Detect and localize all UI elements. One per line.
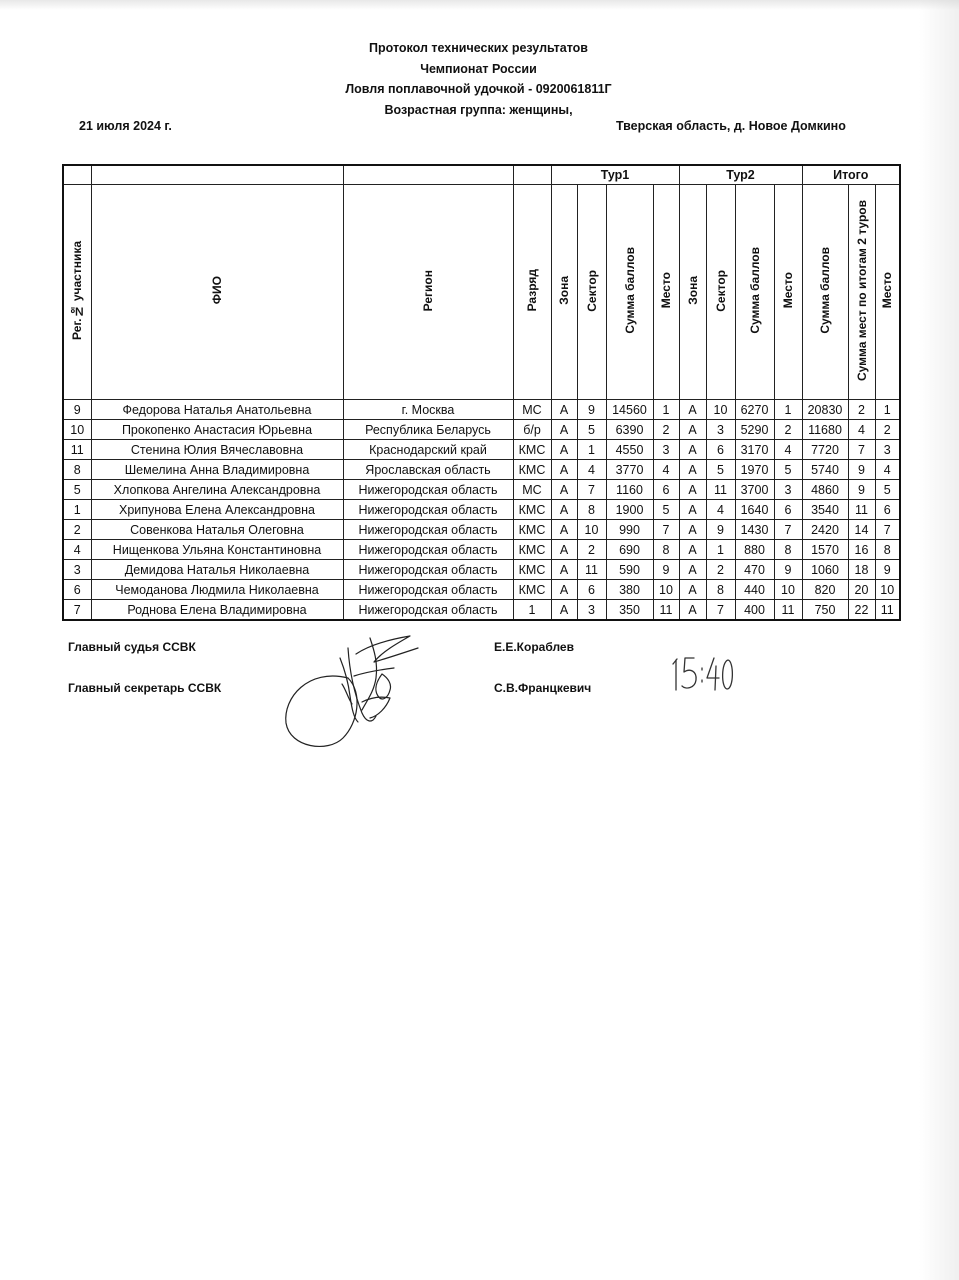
cell-total-points: 20830 bbox=[802, 400, 848, 420]
col-label-reg-no: Рег.№ участника bbox=[70, 240, 85, 340]
cell-region: Нижегородская область bbox=[343, 540, 513, 560]
cell-rank: КМС bbox=[513, 520, 551, 540]
cell-final-place: 2 bbox=[875, 420, 900, 440]
cell-place2: 6 bbox=[774, 500, 802, 520]
cell-points1: 6390 bbox=[606, 420, 653, 440]
cell-final-place: 11 bbox=[875, 600, 900, 621]
table-row bbox=[63, 460, 900, 480]
col-label-points2: Сумма баллов bbox=[747, 247, 762, 334]
cell-sector2: 10 bbox=[706, 400, 735, 420]
cell-sector2: 9 bbox=[706, 520, 735, 540]
cell-total-points: 1570 bbox=[802, 540, 848, 560]
cell-fio: Нищенкова Ульяна Константиновна bbox=[91, 540, 343, 560]
col-label-total-points: Сумма баллов bbox=[818, 247, 832, 334]
cell-reg-no: 6 bbox=[63, 580, 91, 600]
cell-points2: 6270 bbox=[735, 400, 774, 420]
cell-sector1: 1 bbox=[577, 440, 606, 460]
scan-edge-right bbox=[919, 0, 959, 1280]
cell-zone2: А bbox=[679, 540, 706, 560]
cell-sum-places: 2 bbox=[848, 400, 875, 420]
table-row bbox=[63, 400, 900, 420]
col-header-fio bbox=[91, 185, 343, 400]
col-label-zone1: Зона bbox=[557, 276, 571, 305]
cell-points1: 690 bbox=[606, 540, 653, 560]
cell-region: Нижегородская область bbox=[343, 580, 513, 600]
cell-final-place: 4 bbox=[875, 460, 900, 480]
cell-reg-no: 4 bbox=[63, 540, 91, 560]
cell-fio: Чемоданова Людмила Николаевна bbox=[91, 580, 343, 600]
cell-points2: 3170 bbox=[735, 440, 774, 460]
cell-total-points: 750 bbox=[802, 600, 848, 621]
cell-sum-places: 4 bbox=[848, 420, 875, 440]
cell-sum-places: 18 bbox=[848, 560, 875, 580]
cell-place1: 9 bbox=[653, 560, 679, 580]
cell-fio: Роднова Елена Владимировна bbox=[91, 600, 343, 621]
cell-sector2: 4 bbox=[706, 500, 735, 520]
table-row bbox=[63, 600, 900, 621]
col-label-place2: Место bbox=[781, 272, 795, 309]
cell-fio: Стенина Юлия Вячеславовна bbox=[91, 440, 343, 460]
handwritten-time-note bbox=[666, 650, 736, 698]
cell-reg-no: 10 bbox=[63, 420, 91, 440]
col-header-sum-places bbox=[848, 185, 875, 400]
cell-zone2: А bbox=[679, 420, 706, 440]
cell-zone2: А bbox=[679, 580, 706, 600]
table-group-header-row bbox=[63, 165, 900, 185]
header-discipline: Ловля поплавочной удочкой - 0920061811Г bbox=[345, 82, 612, 96]
col-label-sector1: Сектор bbox=[584, 269, 599, 312]
cell-region: Нижегородская область bbox=[343, 500, 513, 520]
cell-sector2: 11 bbox=[706, 480, 735, 500]
col-header-total-points bbox=[802, 185, 848, 400]
group-header-tour2: Тур2 bbox=[679, 165, 802, 185]
cell-reg-no: 2 bbox=[63, 520, 91, 540]
cell-region: Республика Беларусь bbox=[343, 420, 513, 440]
cell-place1: 11 bbox=[653, 600, 679, 621]
table-row bbox=[63, 480, 900, 500]
cell-points2: 5290 bbox=[735, 420, 774, 440]
col-header-points1 bbox=[606, 185, 653, 400]
judge-name: Е.Е.Кораблев bbox=[494, 640, 574, 654]
cell-fio: Хрипунова Елена Александровна bbox=[91, 500, 343, 520]
col-header-final-place bbox=[875, 185, 900, 400]
cell-place1: 2 bbox=[653, 420, 679, 440]
cell-rank: КМС bbox=[513, 540, 551, 560]
cell-place2: 11 bbox=[774, 600, 802, 621]
cell-zone1: А bbox=[551, 540, 577, 560]
group-header-empty bbox=[513, 165, 551, 185]
table-column-header-row bbox=[63, 185, 900, 400]
cell-points1: 990 bbox=[606, 520, 653, 540]
cell-place2: 9 bbox=[774, 560, 802, 580]
cell-zone1: А bbox=[551, 440, 577, 460]
cell-sector2: 5 bbox=[706, 460, 735, 480]
cell-rank: КМС bbox=[513, 580, 551, 600]
cell-reg-no: 7 bbox=[63, 600, 91, 621]
cell-place2: 10 bbox=[774, 580, 802, 600]
cell-points2: 1640 bbox=[735, 500, 774, 520]
cell-zone1: А bbox=[551, 580, 577, 600]
competition-place: Тверская область, д. Новое Домкино bbox=[616, 119, 846, 133]
cell-points1: 350 bbox=[606, 600, 653, 621]
cell-fio: Федорова Наталья Анатольевна bbox=[91, 400, 343, 420]
cell-points1: 4550 bbox=[606, 440, 653, 460]
cell-place2: 4 bbox=[774, 440, 802, 460]
cell-reg-no: 1 bbox=[63, 500, 91, 520]
col-header-place2 bbox=[774, 185, 802, 400]
cell-zone1: А bbox=[551, 460, 577, 480]
col-label-rank: Разряд bbox=[525, 269, 539, 312]
group-header-empty bbox=[91, 165, 343, 185]
cell-rank: КМС bbox=[513, 440, 551, 460]
cell-reg-no: 8 bbox=[63, 460, 91, 480]
cell-region: Ярославская область bbox=[343, 460, 513, 480]
table-row bbox=[63, 520, 900, 540]
cell-place1: 5 bbox=[653, 500, 679, 520]
cell-total-points: 7720 bbox=[802, 440, 848, 460]
cell-sector1: 3 bbox=[577, 600, 606, 621]
competition-date: 21 июля 2024 г. bbox=[79, 119, 172, 133]
cell-region: Краснодарский край bbox=[343, 440, 513, 460]
col-label-fio: ФИО bbox=[210, 276, 224, 305]
cell-final-place: 3 bbox=[875, 440, 900, 460]
secretary-title: Главный секретарь ССВК bbox=[68, 681, 222, 695]
cell-zone1: А bbox=[551, 560, 577, 580]
col-label-place1: Место bbox=[659, 272, 673, 309]
cell-total-points: 5740 bbox=[802, 460, 848, 480]
cell-points1: 3770 bbox=[606, 460, 653, 480]
cell-place1: 6 bbox=[653, 480, 679, 500]
cell-sector1: 5 bbox=[577, 420, 606, 440]
cell-points1: 1900 bbox=[606, 500, 653, 520]
header-title: Протокол технических результатов bbox=[369, 41, 588, 55]
cell-points2: 470 bbox=[735, 560, 774, 580]
cell-rank: КМС bbox=[513, 500, 551, 520]
cell-sum-places: 9 bbox=[848, 480, 875, 500]
cell-total-points: 3540 bbox=[802, 500, 848, 520]
cell-rank: б/р bbox=[513, 420, 551, 440]
cell-fio: Хлопкова Ангелина Александровна bbox=[91, 480, 343, 500]
table-row bbox=[63, 540, 900, 560]
cell-total-points: 820 bbox=[802, 580, 848, 600]
cell-sector1: 6 bbox=[577, 580, 606, 600]
table-row bbox=[63, 560, 900, 580]
cell-place2: 1 bbox=[774, 400, 802, 420]
cell-sector2: 1 bbox=[706, 540, 735, 560]
secretary-name: С.В.Францкевич bbox=[494, 681, 592, 695]
cell-place2: 3 bbox=[774, 480, 802, 500]
group-header-empty bbox=[343, 165, 513, 185]
cell-rank: КМС bbox=[513, 460, 551, 480]
cell-place2: 2 bbox=[774, 420, 802, 440]
cell-points1: 14560 bbox=[606, 400, 653, 420]
cell-sector1: 2 bbox=[577, 540, 606, 560]
cell-points2: 440 bbox=[735, 580, 774, 600]
cell-sector1: 4 bbox=[577, 460, 606, 480]
cell-final-place: 9 bbox=[875, 560, 900, 580]
col-header-sector1 bbox=[577, 185, 606, 400]
cell-sector2: 6 bbox=[706, 440, 735, 460]
cell-sector1: 7 bbox=[577, 480, 606, 500]
header-championship: Чемпионат России bbox=[420, 61, 537, 76]
group-header-tour1: Тур1 bbox=[551, 165, 679, 185]
cell-fio: Прокопенко Анастасия Юрьевна bbox=[91, 420, 343, 440]
cell-zone2: А bbox=[679, 500, 706, 520]
judge-title: Главный судья ССВК bbox=[68, 640, 196, 654]
cell-zone1: А bbox=[551, 600, 577, 621]
cell-place1: 4 bbox=[653, 460, 679, 480]
col-header-rank bbox=[513, 185, 551, 400]
cell-points2: 3700 bbox=[735, 480, 774, 500]
cell-zone2: А bbox=[679, 520, 706, 540]
cell-final-place: 10 bbox=[875, 580, 900, 600]
cell-zone2: А bbox=[679, 440, 706, 460]
cell-zone1: А bbox=[551, 400, 577, 420]
cell-sum-places: 20 bbox=[848, 580, 875, 600]
cell-rank: МС bbox=[513, 480, 551, 500]
cell-place1: 10 bbox=[653, 580, 679, 600]
cell-final-place: 5 bbox=[875, 480, 900, 500]
cell-region: Нижегородская область bbox=[343, 480, 513, 500]
cell-total-points: 1060 bbox=[802, 560, 848, 580]
cell-zone2: А bbox=[679, 600, 706, 621]
cell-place1: 7 bbox=[653, 520, 679, 540]
cell-sum-places: 11 bbox=[848, 500, 875, 520]
col-header-points2 bbox=[735, 185, 774, 400]
cell-reg-no: 5 bbox=[63, 480, 91, 500]
cell-total-points: 11680 bbox=[802, 420, 848, 440]
cell-final-place: 1 bbox=[875, 400, 900, 420]
cell-points2: 1970 bbox=[735, 460, 774, 480]
cell-points2: 400 bbox=[735, 600, 774, 621]
results-table-body bbox=[63, 400, 900, 621]
cell-final-place: 6 bbox=[875, 500, 900, 520]
cell-sum-places: 7 bbox=[848, 440, 875, 460]
cell-sector1: 10 bbox=[577, 520, 606, 540]
table-row bbox=[63, 440, 900, 460]
col-label-region: Регион bbox=[421, 269, 435, 312]
cell-zone2: А bbox=[679, 560, 706, 580]
cell-zone1: А bbox=[551, 480, 577, 500]
cell-place1: 8 bbox=[653, 540, 679, 560]
group-header-empty bbox=[63, 165, 91, 185]
cell-sum-places: 9 bbox=[848, 460, 875, 480]
cell-sector1: 8 bbox=[577, 500, 606, 520]
cell-fio: Демидова Наталья Николаевна bbox=[91, 560, 343, 580]
col-header-sector2 bbox=[706, 185, 735, 400]
cell-fio: Совенкова Наталья Олеговна bbox=[91, 520, 343, 540]
cell-points1: 590 bbox=[606, 560, 653, 580]
cell-place2: 7 bbox=[774, 520, 802, 540]
cell-zone2: А bbox=[679, 460, 706, 480]
cell-region: Нижегородская область bbox=[343, 520, 513, 540]
cell-points1: 1160 bbox=[606, 480, 653, 500]
group-header-total: Итого bbox=[802, 165, 900, 185]
cell-sector2: 3 bbox=[706, 420, 735, 440]
cell-fio: Шемелина Анна Владимировна bbox=[91, 460, 343, 480]
col-label-zone2: Зона bbox=[685, 276, 700, 305]
cell-place1: 3 bbox=[653, 440, 679, 460]
cell-final-place: 7 bbox=[875, 520, 900, 540]
scan-edge-top bbox=[0, 0, 959, 10]
cell-sector2: 7 bbox=[706, 600, 735, 621]
cell-rank: 1 bbox=[513, 600, 551, 621]
cell-region: г. Москва bbox=[343, 400, 513, 420]
col-header-place1 bbox=[653, 185, 679, 400]
cell-total-points: 4860 bbox=[802, 480, 848, 500]
cell-zone2: А bbox=[679, 480, 706, 500]
cell-zone1: А bbox=[551, 520, 577, 540]
cell-place2: 8 bbox=[774, 540, 802, 560]
cell-reg-no: 11 bbox=[63, 440, 91, 460]
cell-zone1: А bbox=[551, 500, 577, 520]
cell-zone2: А bbox=[679, 400, 706, 420]
cell-sum-places: 14 bbox=[848, 520, 875, 540]
col-label-final-place: Место bbox=[880, 272, 895, 309]
cell-place2: 5 bbox=[774, 460, 802, 480]
cell-sum-places: 16 bbox=[848, 540, 875, 560]
cell-zone1: А bbox=[551, 420, 577, 440]
document-header bbox=[0, 38, 959, 120]
results-table bbox=[62, 164, 901, 621]
cell-final-place: 8 bbox=[875, 540, 900, 560]
cell-points1: 380 bbox=[606, 580, 653, 600]
col-header-zone1 bbox=[551, 185, 577, 400]
cell-points2: 1430 bbox=[735, 520, 774, 540]
cell-sector2: 8 bbox=[706, 580, 735, 600]
col-header-region bbox=[343, 185, 513, 400]
cell-rank: КМС bbox=[513, 560, 551, 580]
cell-total-points: 2420 bbox=[802, 520, 848, 540]
cell-points2: 880 bbox=[735, 540, 774, 560]
header-age-group: Возрастная группа: женщины, bbox=[384, 102, 573, 117]
cell-sector1: 9 bbox=[577, 400, 606, 420]
cell-reg-no: 9 bbox=[63, 400, 91, 420]
table-row bbox=[63, 580, 900, 600]
table-row bbox=[63, 500, 900, 520]
cell-rank: МС bbox=[513, 400, 551, 420]
col-label-points1: Сумма баллов bbox=[622, 247, 637, 334]
cell-region: Нижегородская область bbox=[343, 560, 513, 580]
cell-region: Нижегородская область bbox=[343, 600, 513, 621]
cell-reg-no: 3 bbox=[63, 560, 91, 580]
table-row bbox=[63, 420, 900, 440]
col-label-sum-places: Сумма мест по итогам 2 туров bbox=[854, 199, 869, 382]
cell-place1: 1 bbox=[653, 400, 679, 420]
col-header-zone2 bbox=[679, 185, 706, 400]
cell-sector1: 11 bbox=[577, 560, 606, 580]
handwritten-signature bbox=[278, 618, 438, 758]
col-header-reg-no bbox=[63, 185, 91, 400]
cell-sector2: 2 bbox=[706, 560, 735, 580]
col-label-sector2: Сектор bbox=[713, 269, 728, 312]
cell-sum-places: 22 bbox=[848, 600, 875, 621]
